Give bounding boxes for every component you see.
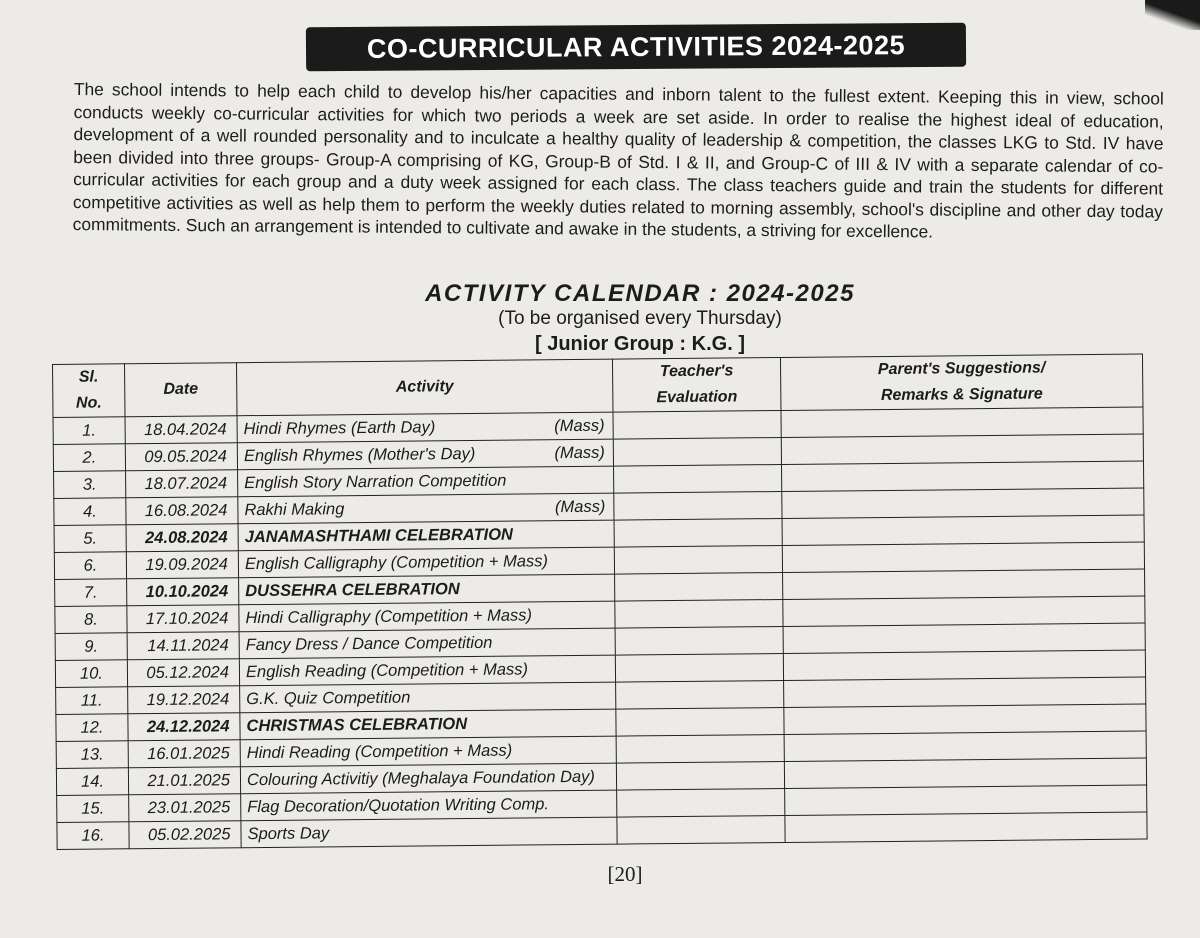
row-parent-remarks (783, 569, 1145, 599)
row-date: 19.09.2024 (126, 551, 238, 579)
row-date: 09.05.2024 (125, 443, 237, 471)
row-teacher-evaluation (613, 438, 781, 467)
row-activity: Fancy Dress / Dance Competition (239, 628, 615, 659)
header-parent-remarks: Parent's Suggestions/ Remarks & Signature (780, 354, 1142, 410)
row-teacher-evaluation (614, 492, 782, 521)
row-parent-remarks (785, 785, 1147, 815)
calendar-group-label: [ Junior Group : K.G. ] (535, 333, 745, 355)
row-date: 19.12.2024 (128, 686, 240, 714)
calendar-title: ACTIVITY CALENDAR : 2024-2025 (425, 280, 855, 307)
row-sl-no: 1. (53, 417, 125, 445)
row-parent-remarks (783, 596, 1145, 626)
row-teacher-evaluation (615, 599, 783, 628)
row-activity-note: (Mass) (554, 416, 605, 436)
row-teacher-evaluation (613, 411, 781, 440)
row-activity: English Story Narration Competition (238, 466, 614, 497)
intro-paragraph: The school intends to help each child to develop his/her capacities and inborn talent to the fullest extent. Keeping this in view, school conducts weekly co-curricular activities for which two periods a week are set aside. In order to realise the highest ideal of education, development of a well rounded personality and to inculcate a healthy quality of leadership & competition, the classes LKG to Std. IV have been divided into three groups- Group-A comprising of KG, Group-B of Std. I & II, and Group-C of III & IV with a separate calendar of co-curricular activities for each group and a duty week assigned for each class. The class teachers guide and train the students for different competitive activities as well as help them to perform the weekly duties related to morning assembly, school's discipline and other day today commitments. Such an arrangement is intended to cultivate and awake in the students, a striving for excellence. (72, 78, 1164, 242)
row-activity: Hindi Reading (Competition + Mass) (240, 736, 616, 767)
row-activity: JANAMASHTHAMI CELEBRATION (238, 520, 614, 551)
row-parent-remarks (785, 812, 1147, 842)
row-parent-remarks (784, 758, 1146, 788)
header-teacher-evaluation: Teacher's Evaluation (612, 358, 781, 413)
row-teacher-evaluation (616, 761, 784, 790)
row-parent-remarks (781, 434, 1143, 464)
row-date: 24.12.2024 (128, 713, 240, 741)
row-teacher-evaluation (616, 734, 784, 763)
row-parent-remarks (784, 731, 1146, 761)
row-date: 21.01.2025 (128, 767, 240, 795)
row-parent-remarks (781, 407, 1143, 437)
row-activity: DUSSEHRA CELEBRATION (239, 574, 615, 605)
row-sl-no: 5. (54, 525, 126, 553)
table-header-row (53, 354, 1143, 417)
row-parent-remarks (783, 623, 1145, 653)
row-teacher-evaluation (616, 707, 784, 736)
row-parent-remarks (784, 677, 1146, 707)
row-teacher-evaluation (616, 680, 784, 709)
row-teacher-evaluation (614, 545, 782, 574)
row-sl-no: 7. (55, 579, 127, 607)
row-sl-no: 13. (56, 741, 128, 769)
header-activity: Activity (236, 359, 612, 416)
row-sl-no: 2. (53, 444, 125, 472)
row-teacher-evaluation (617, 815, 785, 844)
row-date: 18.07.2024 (126, 470, 238, 498)
row-parent-remarks (782, 488, 1144, 518)
row-date: 14.11.2024 (127, 632, 239, 660)
row-teacher-evaluation (615, 572, 783, 601)
row-parent-remarks (784, 704, 1146, 734)
row-teacher-evaluation (615, 626, 783, 655)
row-activity: G.K. Quiz Competition (240, 682, 616, 713)
row-teacher-evaluation (615, 653, 783, 682)
row-activity: English Rhymes (Mother's Day) (Mass) (237, 439, 613, 470)
row-date: 10.10.2024 (127, 578, 239, 606)
row-sl-no: 11. (56, 687, 128, 715)
row-date: 18.04.2024 (125, 416, 237, 444)
row-sl-no: 3. (54, 471, 126, 499)
row-date: 16.08.2024 (126, 497, 238, 525)
row-date: 17.10.2024 (127, 605, 239, 633)
row-date: 24.08.2024 (126, 524, 238, 552)
row-teacher-evaluation (614, 518, 782, 547)
row-activity: Sports Day (241, 817, 617, 848)
calendar-subtitle: (To be organised every Thursday) (498, 308, 782, 329)
header-date: Date (125, 363, 238, 417)
row-sl-no: 12. (56, 714, 128, 742)
activity-calendar-table (52, 354, 1148, 850)
row-activity: Rakhi Making (Mass) (238, 493, 614, 524)
row-sl-no: 16. (57, 822, 129, 850)
row-date: 16.01.2025 (128, 740, 240, 768)
row-activity: Flag Decoration/Quotation Writing Comp. (241, 790, 617, 821)
row-date: 05.02.2025 (129, 821, 241, 849)
row-activity-note: (Mass) (554, 443, 605, 463)
row-parent-remarks (783, 650, 1145, 680)
row-sl-no: 10. (55, 660, 127, 688)
row-teacher-evaluation (617, 788, 785, 817)
row-sl-no: 8. (55, 606, 127, 634)
row-activity: English Calligraphy (Competition + Mass) (238, 547, 614, 578)
row-sl-no: 15. (57, 795, 129, 823)
row-parent-remarks (782, 515, 1144, 545)
page-banner-title: CO-CURRICULAR ACTIVITIES 2024-2025 (306, 23, 966, 72)
page-corner-shadow (1145, 0, 1200, 30)
row-activity: Colouring Activitiy (Meghalaya Foundation Day) (240, 763, 616, 794)
row-sl-no: 14. (56, 768, 128, 796)
header-sl-no: Sl. No. (53, 364, 126, 418)
page-number: [20] (607, 862, 643, 886)
row-activity: Hindi Calligraphy (Competition + Mass) (239, 601, 615, 632)
row-activity: Hindi Rhymes (Earth Day) (Mass) (237, 412, 613, 443)
row-parent-remarks (782, 542, 1144, 572)
row-sl-no: 6. (54, 552, 126, 580)
row-teacher-evaluation (614, 465, 782, 494)
row-parent-remarks (781, 461, 1143, 491)
row-date: 05.12.2024 (127, 659, 239, 687)
row-sl-no: 9. (55, 633, 127, 661)
row-sl-no: 4. (54, 498, 126, 526)
row-date: 23.01.2025 (129, 794, 241, 822)
row-activity-note: (Mass) (554, 497, 606, 517)
row-activity: English Reading (Competition + Mass) (239, 655, 615, 686)
row-activity: CHRISTMAS CELEBRATION (240, 709, 616, 740)
